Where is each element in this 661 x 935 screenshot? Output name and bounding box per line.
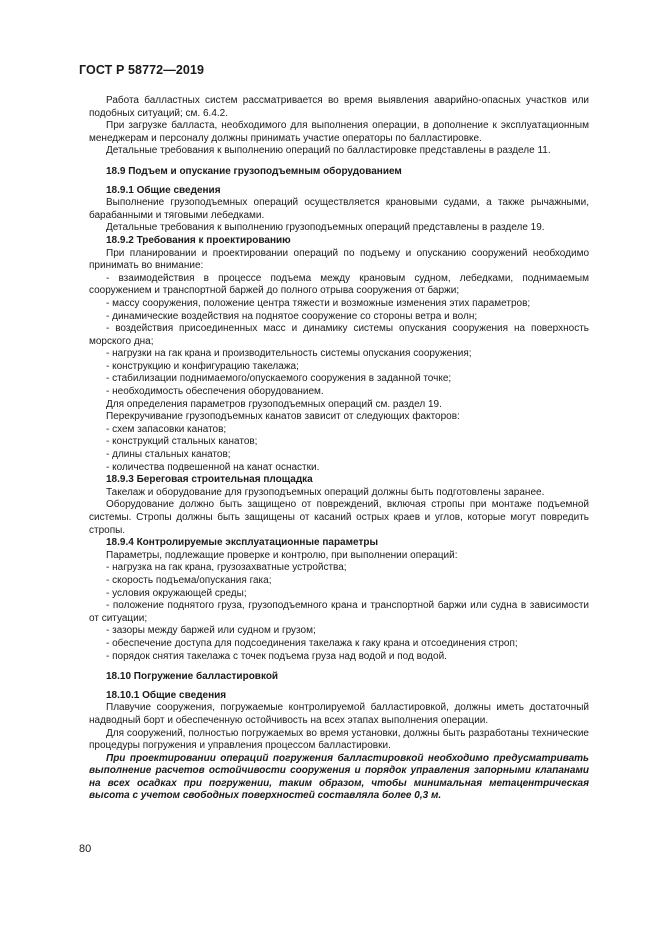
list-item: - условия окружающей среды;: [106, 587, 247, 599]
subsection-heading-18-9-1: 18.9.1 Общие сведения: [106, 184, 221, 196]
list-item: - нагрузка на гак крана, грузозахватные устройства;: [106, 562, 347, 574]
list-item: - взаимодействия в процессе подъема между крановым судном, лебедками, поднимаемым сооружением и транспортной баржей до полного отрыва сооружения от баржи;: [89, 272, 589, 297]
list-item: - зазоры между баржей или судном и грузом;: [106, 625, 316, 637]
subsection-heading-18-9-3: 18.9.3 Береговая строительная площадка: [106, 474, 313, 486]
paragraph: Оборудование должно быть защищено от повреждений, включая стропы при монтаже подъемной системы. Стропы должны быть защищены от касаний острых краев и углов, которые могут повредить стропы.: [89, 499, 589, 536]
list-item: - длины стальных канатов;: [106, 449, 231, 461]
paragraph: Перекручивание грузоподъемных канатов зависит от следующих факторов:: [106, 411, 460, 423]
list-item: - положение поднятого груза, грузоподъемного крана и транспортной баржи или судна в зависимости от ситуации;: [89, 600, 589, 624]
list-item: - количества подвешенной на канат оснастки.: [106, 461, 320, 473]
paragraph: Для сооружений, полностью погружаемых во время установки, должны быть разработаны технические процедуры погружения и управления процессом балластировки.: [89, 727, 589, 752]
list-item: - конструкций стальных канатов;: [106, 436, 258, 448]
list-item: - динамические воздействия на поднятое сооружение со стороны ветра и волн;: [106, 310, 478, 322]
paragraph: При загрузке балласта, необходимого для выполнения операции, в дополнение к эксплуатационным менеджерам и персоналу должны принимать участие операторы по балластировке.: [89, 120, 589, 144]
section-heading-18-10: 18.10 Погружение балластировкой: [106, 671, 279, 683]
paragraph: Плавучие сооружения, погружаемые контролируемой балластировкой, должны иметь достаточный надводный борт и обеспеченную остойчивость на всех этапах выполнения операции.: [89, 702, 589, 726]
page-number: 80: [79, 843, 92, 855]
list-item: - обеспечение доступа для подсоединения такелажа к гаку крана и отсоединения строп;: [106, 637, 518, 649]
paragraph: Работа балластных систем рассматривается во время выявления аварийно-опасных участков или подобных ситуаций; см. 6.4.2.: [89, 95, 589, 119]
list-item: - необходимость обеспечения оборудованием.: [106, 386, 324, 398]
list-item: - стабилизации поднимаемого/опускаемого сооружения в заданной точке;: [106, 373, 452, 385]
paragraph: Детальные требования к выполнению грузоподъемных операций представлены в разделе 19.: [106, 222, 545, 234]
list-item: - порядок снятия такелажа с точек подъема груза над водой и под водой.: [106, 650, 447, 662]
paragraph: При планировании и проектировании операций по подъему и опусканию сооружений необходимо принимать во внимание:: [89, 247, 589, 272]
subsection-heading-18-9-2: 18.9.2 Требования к проектированию: [106, 234, 291, 246]
section-heading-18-9: 18.9 Подъем и опускание грузоподъемным оборудованием: [106, 165, 402, 177]
list-item: - воздействия присоединенных масс и динамику системы опускания сооружения на поверхность морского дна;: [89, 323, 589, 347]
list-item: - конструкцию и конфигурацию такелажа;: [106, 360, 299, 372]
list-item: - скорость подъема/опускания гака;: [106, 574, 272, 586]
paragraph: Для определения параметров грузоподъемных операций см. раздел 19.: [106, 398, 442, 410]
paragraph: Выполнение грузоподъемных операций осуществляется крановыми судами, а также рычажными, барабанными и тяговыми лебедками.: [89, 197, 589, 221]
list-item: - массу сооружения, положение центра тяжести и возможные изменения этих параметров;: [106, 297, 531, 309]
paragraph: Детальные требования к выполнению операций по балластировке представлены в разделе 11.: [106, 145, 551, 157]
subsection-heading-18-10-1: 18.10.1 Общие сведения: [106, 689, 227, 701]
paragraph: Параметры, подлежащие проверке и контролю, при выполнении операций:: [106, 549, 458, 561]
list-item: - схем запасовки канатов;: [106, 423, 227, 435]
page-content: [89, 95, 589, 803]
emphasized-paragraph: При проектировании операций погружения балластировкой необходимо предусматривать выполнение расчетов остойчивости сооружения и порядок управления запорными клапанами на всех осадках при погружении, таким образом, чтобы минимальная метацентрическая высота с учетом свободных поверхностей составляла более 0,3 м.: [89, 752, 589, 802]
subsection-heading-18-9-4: 18.9.4 Контролируемые эксплуатационные параметры: [106, 537, 378, 549]
list-item: - нагрузки на гак крана и производительность системы опускания сооружения;: [106, 348, 472, 360]
document-header: ГОСТ Р 58772—2019: [79, 63, 205, 77]
paragraph: Такелаж и оборудование для грузоподъемных операций должны быть подготовлены заранее.: [106, 486, 545, 498]
